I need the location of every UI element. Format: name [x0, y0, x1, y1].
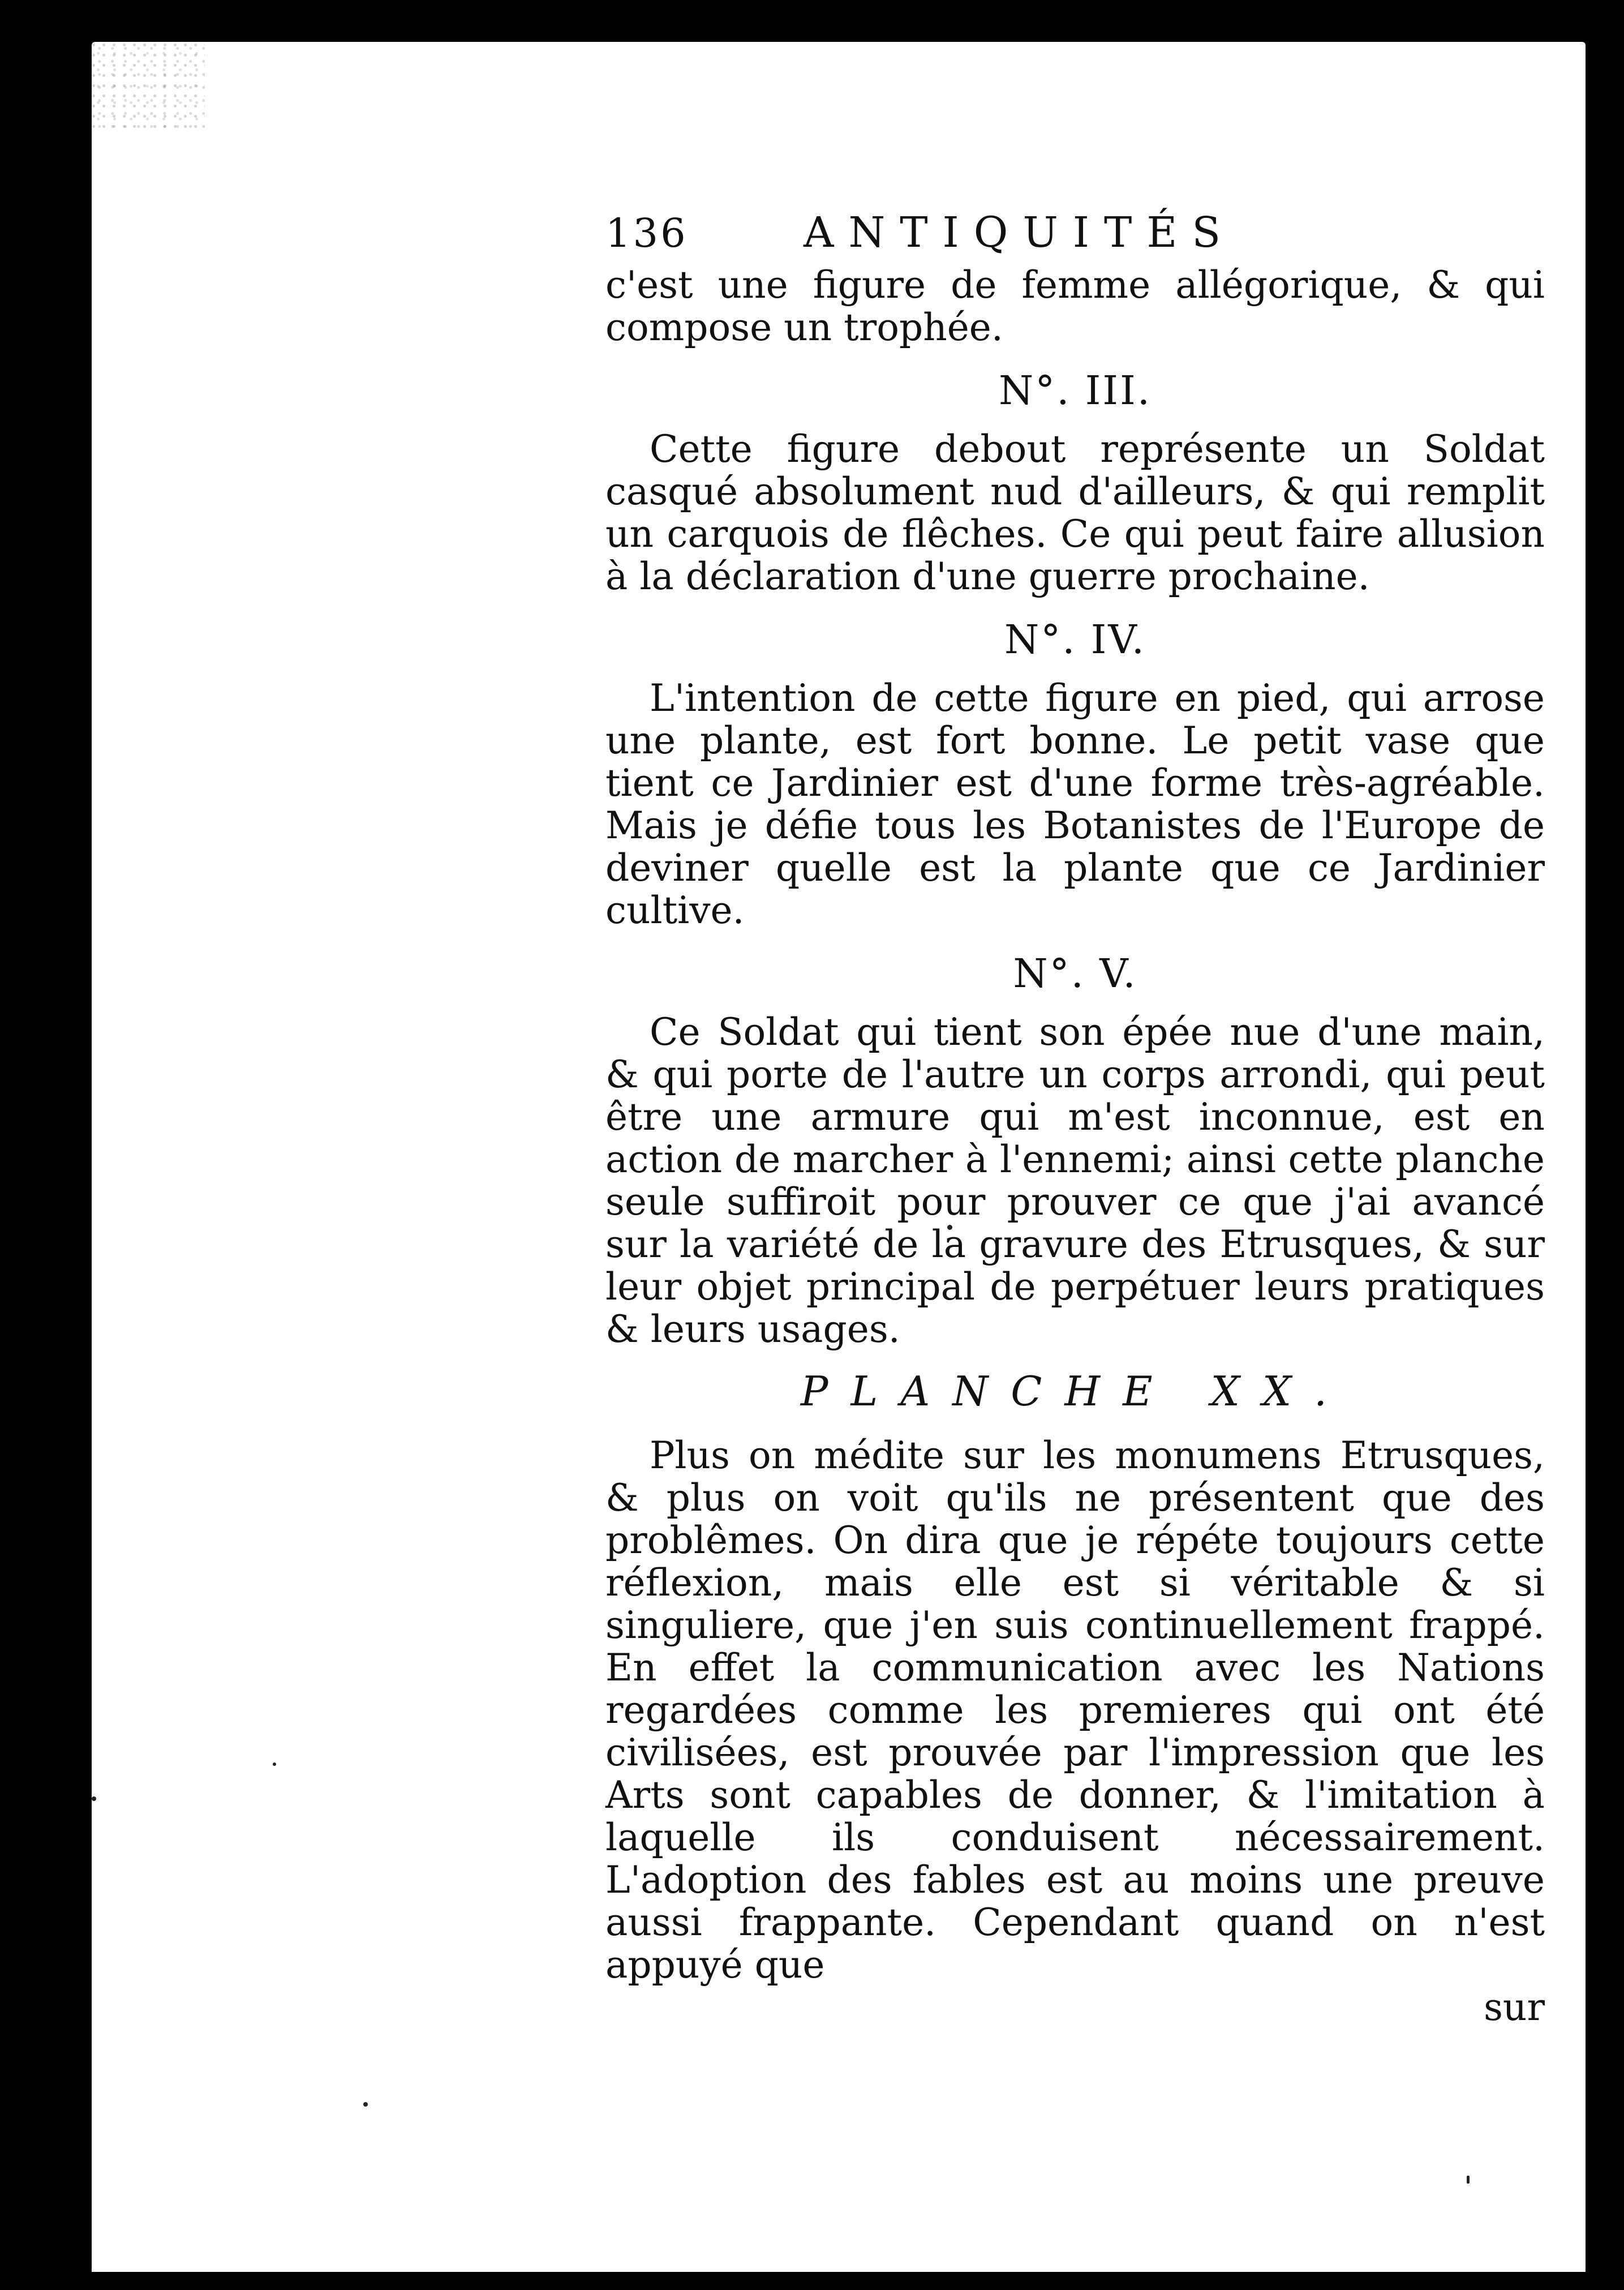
section-text-iii: Cette figure debout représente un Soldat casqué absolument nud d'ailleurs, & qui remplit un carquois de flêches. Ce qui peut faire allusion à la déclaration d'une guerre prochaine. — [605, 427, 1545, 598]
section-text-v: Ce Soldat qui tient son épée nue d'une main, & qui porte de l'autre un corps arrondi, qui peut être une armure qui m'est inconnue, est en action de marcher à l'ennemi; ainsi cette planche seule suffiroit pour prouver ce que j'ai avancé sur la variété de la gravure des Etrusques, & sur leur objet principal de perpétuer leurs pratiques & leurs usages. — [605, 1010, 1545, 1351]
section-heading-iii: N°. III. — [999, 367, 1152, 414]
page-number: 136 — [605, 210, 688, 256]
ink-speck — [1467, 2176, 1470, 2184]
ink-speck — [363, 2102, 368, 2107]
page-text — [605, 208, 1545, 2029]
plate-text: Plus on médite sur les monumens Etrusques, & plus on voit qu'ils ne présentent que des problêmes. On dira que je répéte toujours cette réflexion, mais elle est si véritable & si singuliere, que j'en suis continuellement frappé. En effet la communication avec les Nations regardées comme les premieres qui ont été civilisées, est prouvée par l'impression que les Arts sont capables de donner, & l'imitation à laquelle ils conduisent nécessairement. L'adoption des fables est au moins une preuve aussi frappante. Cependant quand on n'est appuyé que — [605, 1434, 1545, 1987]
page-speckle-texture — [92, 42, 205, 132]
opening-paragraph: c'est une figure de femme allégorique, & qui compose un trophée. — [605, 263, 1545, 349]
catchword: sur — [1484, 1985, 1545, 2029]
section-heading-iv: N°. IV. — [1004, 616, 1146, 663]
running-head — [605, 208, 1545, 264]
section-heading-v: N°. V. — [1013, 950, 1137, 997]
plate-heading: PLANCHE XX. — [801, 1367, 1350, 1415]
running-title: ANTIQUITÉS — [804, 208, 1236, 257]
section-text-iv: L'intention de cette figure en pied, qui arrose une plante, est fort bonne. Le petit vase que tient ce Jardinier est d'une forme très-agréable. Mais je défie tous les Botanistes de l'Europe de deviner quelle est la plante que ce Jardinier cultive. — [605, 676, 1545, 932]
book-page — [92, 42, 1586, 2272]
ink-speck — [92, 1796, 96, 1801]
ink-speck — [273, 1762, 276, 1766]
